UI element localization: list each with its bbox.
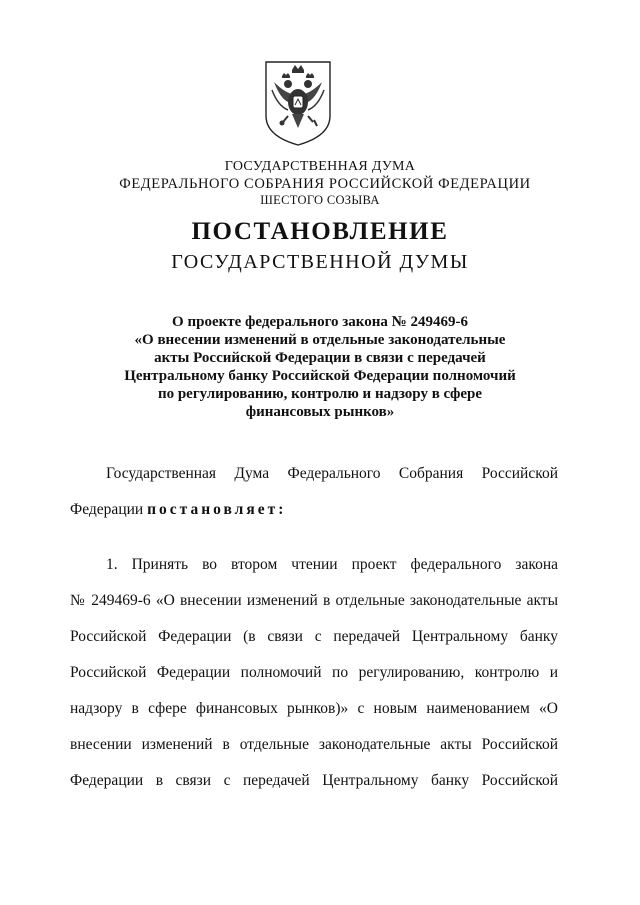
paragraph-line: № 249469-6 «О внесении изменений в отдельные законодательные акты [70,592,558,609]
subject-line: по регулированию, контролю и надзору в сфере [157,386,483,402]
subject-line: Центральному банку Российской Федерации полномочий [124,368,516,384]
document-title: ПОСТАНОВЛЕНИЕ [191,218,449,245]
paragraph-line: Федерации в связи с передачей Центральному банку Российской [70,772,558,789]
resolves-word: постановляет: [147,501,287,518]
document-subject [100,313,540,421]
subject-line: акты Российской Федерации в связи с передачей [154,350,486,366]
paragraph-line: Российской Федерации полномочий по регулированию, контролю и [70,664,558,681]
subject-line: О проекте федерального закона № 249469-6 [172,314,468,330]
paragraph-line: внесении изменений в отдельные законодательные акты Российской [70,736,558,753]
header-line-convocation: ШЕСТОГО СОЗЫВА [260,193,380,207]
paragraph-line: надзору в сфере финансовых рынков)» с новым наименованием «О [70,700,558,717]
paragraph-line: 1. Принять во втором чтении проект федерального закона [106,556,558,573]
subject-line: финансовых рынков» [245,404,395,420]
header-line-duma: ГОСУДАРСТВЕННАЯ ДУМА [224,159,416,174]
header-line-assembly: ФЕДЕРАЛЬНОГО СОБРАНИЯ РОССИЙСКОЙ ФЕДЕРАЦИИ [119,176,531,192]
document-subtitle: ГОСУДАРСТВЕННОЙ ДУМЫ [171,251,469,273]
paragraph-line: Российской Федерации (в связи с передачей Центральному банку [70,628,558,645]
preamble-line: Государственная Дума Федерального Собрания Российской [106,465,558,482]
coat-of-arms-icon [262,58,334,148]
preamble-start: Федерации [70,501,144,518]
preamble-line [70,501,286,519]
subject-line: «О внесении изменений в отдельные законодательные [134,332,506,348]
